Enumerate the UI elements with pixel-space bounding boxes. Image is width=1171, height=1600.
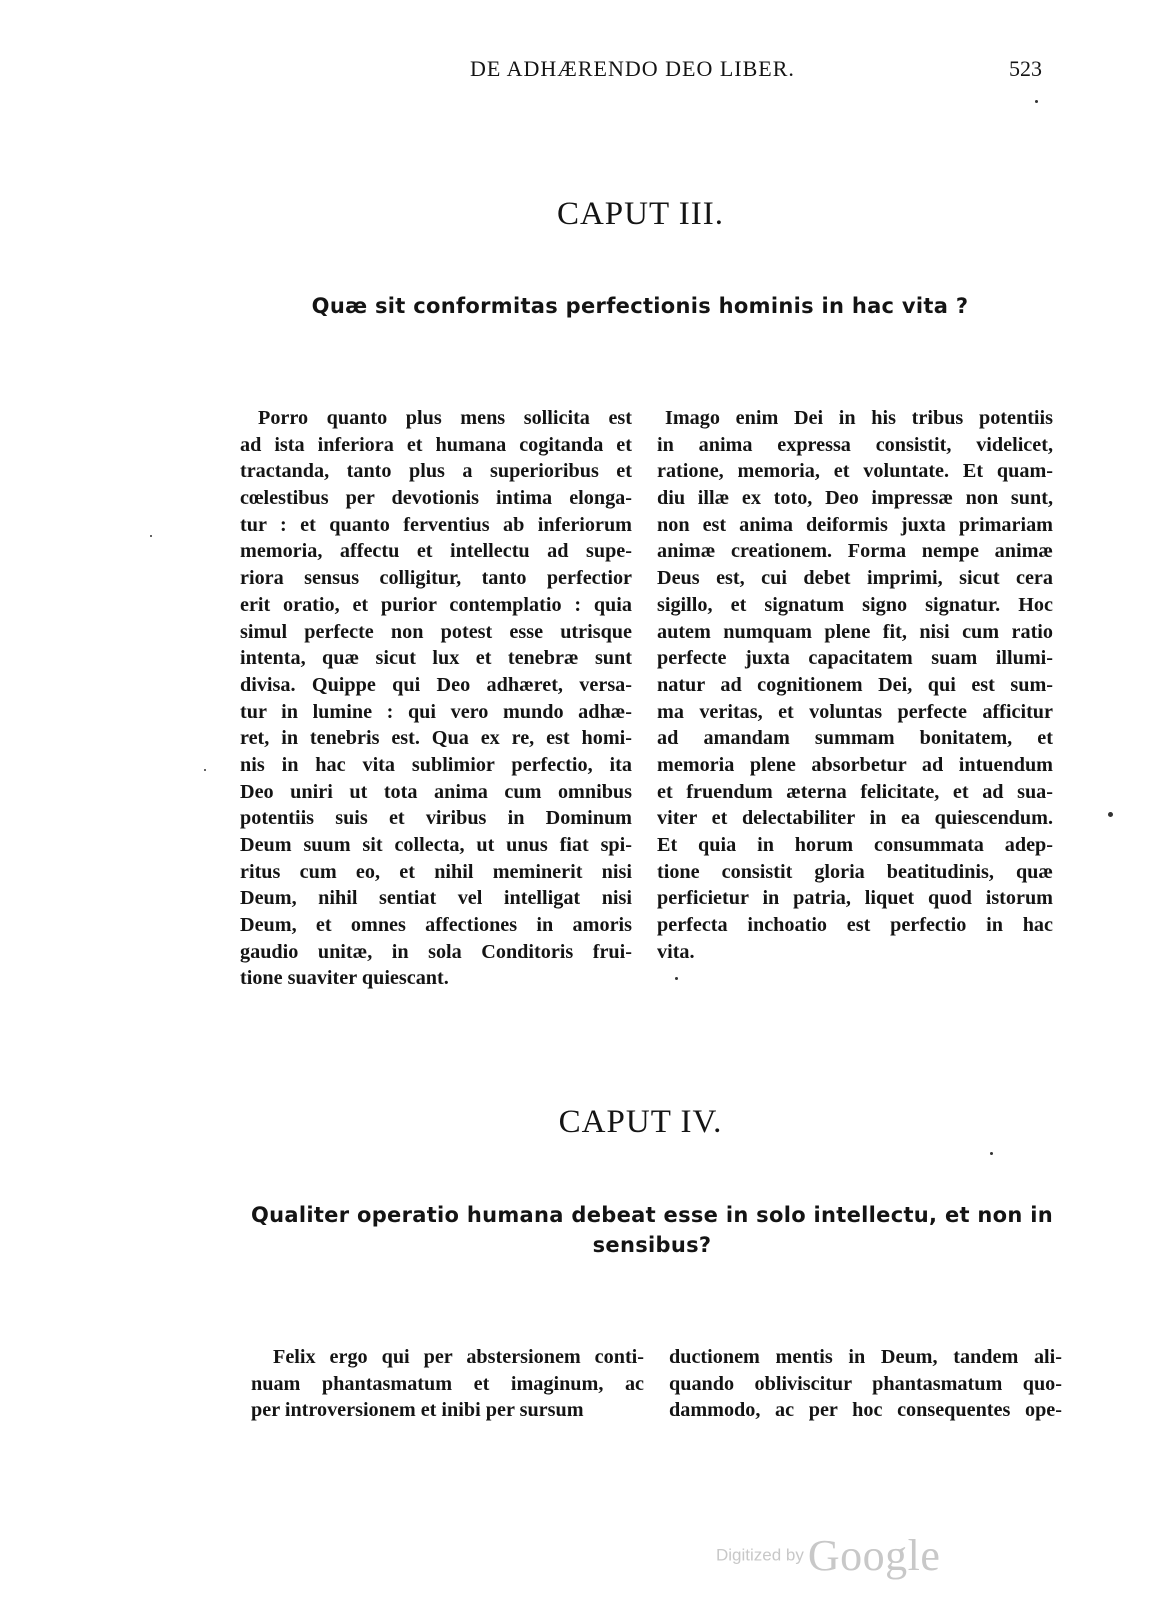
text-line: tur : et quanto ferventius ab inferiorum	[240, 513, 632, 536]
text-line: Deum, nihil sentiat vel intelligat nisi	[240, 887, 632, 910]
text-line: et fruendum æterna felicitate, et ad sua-	[657, 780, 1053, 803]
text-line: simul perfecte non potest esse utrisque	[240, 620, 632, 643]
text-line: perfecta inchoatio est perfectio in hac	[657, 914, 1053, 937]
google-logo: Google	[807, 1531, 941, 1580]
text-line: Deum, et omnes affectiones in amoris	[240, 914, 632, 937]
text-line: Deus est, cui debet imprimi, sicut cera	[657, 567, 1053, 590]
chapter-3-left-column	[240, 405, 632, 992]
text-line: natur ad cognitionem Dei, qui est sum-	[657, 673, 1053, 696]
text-line: cœlestibus per devotionis intima elonga-	[240, 487, 632, 510]
text-line: tione suaviter quiescant.	[240, 967, 449, 990]
running-title: DE ADHÆRENDO DEO LIBER.	[470, 56, 795, 81]
text-line: perfecte juxta capacitatem suam illumi-	[657, 647, 1053, 670]
page-number: 523	[1009, 56, 1042, 81]
text-line: nis in hac vita sublimior perfectio, ita	[240, 753, 632, 776]
chapter-4-subtitle: Qualiter operatio humana debeat esse in solo intellectu, et non in sensibus?	[250, 1203, 1054, 1257]
text-line: ret, in tenebris est. Qua ex re, est homi-	[240, 727, 632, 750]
scan-speck	[204, 769, 206, 771]
text-line: non est anima deiformis juxta primariam	[657, 513, 1053, 536]
text-line: ductionem mentis in Deum, tandem ali-	[669, 1346, 1062, 1368]
text-line: riora sensus colligitur, tanto perfectior	[240, 567, 632, 590]
chapter-3-title: CAPUT III.	[556, 196, 725, 232]
text-line: diu illæ ex toto, Deo impressæ non sunt,	[657, 487, 1053, 510]
text-line: erit oratio, et purior contemplatio : quia	[240, 593, 632, 616]
text-line: in anima expressa consistit, videlicet,	[657, 433, 1053, 456]
text-line: divisa. Quippe qui Deo adhæret, versa-	[240, 673, 632, 696]
text-line: tur in lumine : qui vero mundo adhæ-	[240, 700, 632, 723]
text-line: ritus cum eo, et nihil meminerit nisi	[240, 860, 632, 883]
scan-speck	[150, 535, 152, 537]
text-line: quando obliviscitur phantasmatum quo-	[669, 1372, 1062, 1395]
chapter-4-title: CAPUT IV.	[558, 1104, 723, 1140]
text-line: memoria, affectu et intellectu ad supe-	[240, 540, 632, 563]
text-line: nuam phantasmatum et imaginum, ac	[251, 1372, 644, 1395]
text-line: perficietur in patria, liquet quod istorum	[657, 887, 1053, 910]
text-line: Et quia in horum consummata adep-	[657, 834, 1053, 856]
text-line: animæ creationem. Forma nempe animæ	[657, 540, 1053, 563]
text-line: Felix ergo qui per abstersionem conti-	[273, 1346, 644, 1368]
text-line: tractanda, tanto plus a superioribus et	[240, 460, 632, 483]
text-line: dammodo, ac per hoc consequentes ope-	[669, 1399, 1062, 1422]
text-line: vita.	[657, 940, 695, 963]
text-line: Deo uniri ut tota anima cum omnibus	[240, 780, 632, 803]
text-line: per introversionem et inibi per sursum	[251, 1399, 584, 1422]
text-line: viter et delectabiliter in ea quiescendum.	[657, 807, 1053, 830]
text-line: ad ista inferiora et humana cogitanda et	[240, 433, 632, 456]
scan-speck	[990, 1152, 993, 1155]
text-line: ratione, memoria, et voluntate. Et quam-	[657, 460, 1053, 483]
text-line: intenta, quæ sicut lux et tenebræ sunt	[240, 647, 632, 670]
chapter-4-left-column	[251, 1344, 644, 1424]
text-line: sigillo, et signatum signo signatur. Hoc	[657, 593, 1053, 616]
digitized-watermark	[716, 1530, 940, 1581]
scan-speck	[1035, 100, 1038, 103]
text-line: potentiis suis et viribus in Dominum	[240, 807, 632, 830]
text-line: Deum suum sit collecta, ut unus fiat spi-	[240, 834, 632, 856]
text-line: tione consistit gloria beatitudinis, quæ	[657, 860, 1053, 883]
text-line: ad amandam summam bonitatem, et	[657, 727, 1053, 750]
text-line: gaudio unitæ, in sola Conditoris frui-	[240, 940, 632, 963]
text-line: ma veritas, et voluntas perfecte afficitur	[657, 700, 1053, 723]
chapter-4-right-column	[669, 1344, 1062, 1424]
text-line: memoria plene absorbetur ad intuendum	[657, 753, 1053, 776]
scan-speck	[1108, 812, 1113, 817]
text-line: Porro quanto plus mens sollicita est	[258, 407, 632, 429]
text-line: autem numquam plene fit, nisi cum ratio	[657, 620, 1053, 643]
chapter-3-right-column	[657, 405, 1053, 965]
scan-speck	[675, 977, 678, 980]
text-line: Imago enim Dei in his tribus potentiis	[665, 407, 1053, 429]
digitized-by-text: Digitized by	[716, 1545, 804, 1565]
chapter-3-subtitle: Quæ sit conformitas perfectionis hominis in hac vita ?	[311, 294, 969, 318]
